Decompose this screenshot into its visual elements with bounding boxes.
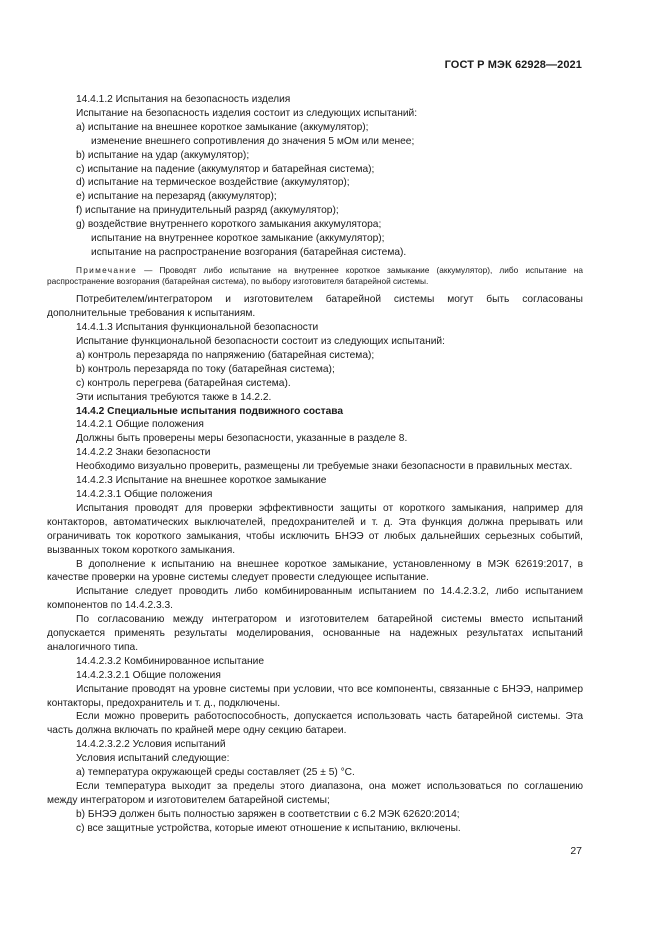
section-heading-14-4-2-3-1: 14.4.2.3.1 Общие положения <box>76 488 213 500</box>
paragraph: Если температура выходит за пределы этого диапазона, она может использоваться по соглашению между интегратором и изготовителем батарейной системы; <box>47 781 583 806</box>
paragraph: Если можно проверить работоспособность, допускается использовать часть батарейной системы. Эта часть должна включать по крайней мере одну секцию батареи. <box>47 711 583 737</box>
paragraph: Испытание проводят на уровне системы при условии, что все компоненты, связанные с БНЭЭ, например контакторы, предохранитель и т. д., подключены. <box>47 683 583 709</box>
list-item: e) испытание на перезаряд (аккумулятор); <box>76 191 277 203</box>
paragraph: Испытание следует проводить либо комбинированным испытанием по 14.4.2.3.2, либо испытанием компонентов по 14.4.2.3.3. <box>47 586 583 612</box>
list-item: b) контроль перезаряда по току (батарейная система); <box>76 363 335 375</box>
text-line: Испытание функциональной безопасности состоит из следующих испытаний: <box>76 336 445 347</box>
section-heading-14-4-2-3-2-1: 14.4.2.3.2.1 Общие положения <box>76 669 221 681</box>
paragraph: Испытания проводят для проверки эффективности защиты от короткого замыкания, например для контакторов, автоматических выключателей, предохранителей и т. д. Эта функция должна прерывать или ограничивать ток короткого замыкания, чтобы исключить БНЭЭ от любых дальнейших серьезных событий, вызванных током короткого замыкания. <box>47 502 583 556</box>
list-item: c) испытание на падение (аккумулятор и батарейная система); <box>76 163 375 175</box>
document-id-header: ГОСТ Р МЭК 62928—2021 <box>444 59 582 71</box>
list-item: a) испытание на внешнее короткое замыкание (аккумулятор); <box>76 121 369 133</box>
list-item: a) температура окружающей среды составляет (25 ± 5) °С. <box>76 767 355 779</box>
section-heading-14-4-2-2: 14.4.2.2 Знаки безопасности <box>76 447 211 459</box>
note-label: Примечание <box>76 264 138 275</box>
list-item-continuation: изменение внешнего сопротивления до значения 5 мОм или менее; <box>91 135 415 147</box>
page-number: 27 <box>570 845 582 857</box>
paragraph: Необходимо визуально проверить, размещены ли требуемые знаки безопасности в правильных местах. <box>76 461 573 473</box>
list-item: c) все защитные устройства, которые имеют отношение к испытанию, включены. <box>76 822 461 834</box>
paragraph: В дополнение к испытанию на внешнее короткое замыкание, установленному в МЭК 62619:2017, в качестве проверки на уровне системы следует провести следующее испытание. <box>47 558 583 584</box>
text-line: Должны быть проверены меры безопасности, указанные в разделе 8. <box>76 433 408 445</box>
list-item: c) контроль перегрева (батарейная система). <box>76 377 291 389</box>
note-text: — Проводят либо испытание на внутреннее короткое замыкание (аккумулятор), либо испытание на распространение возгорания (батарейная система), по выбору изготовителя батарейной системы. <box>47 264 583 287</box>
list-item-continuation: испытание на внутреннее короткое замыкание (аккумулятор); <box>91 233 385 245</box>
list-item: f) испытание на принудительный разряд (аккумулятор); <box>76 205 339 217</box>
list-item: b) БНЭЭ должен быть полностью заряжен в соответствии с 6.2 МЭК 62620:2014; <box>76 808 460 820</box>
list-item: a) контроль перезаряда по напряжению (батарейная система); <box>76 349 375 361</box>
note-paragraph <box>47 265 583 287</box>
section-heading-14-4-2-1: 14.4.2.1 Общие положения <box>76 419 204 431</box>
list-item: b) испытание на удар (аккумулятор); <box>76 149 250 161</box>
section-heading-14-4-2: 14.4.2 Специальные испытания подвижного состава <box>76 405 344 417</box>
text-line: Эти испытания требуются также в 14.2.2. <box>76 391 272 403</box>
text-line: Испытание на безопасность изделия состоит из следующих испытаний: <box>76 107 418 119</box>
list-item: g) воздействие внутреннего короткого замыкания аккумулятора; <box>76 219 382 231</box>
list-item-continuation: испытание на распространение возгорания (батарейная система). <box>91 246 407 258</box>
section-heading-14-4-2-3-2-2: 14.4.2.3.2.2 Условия испытаний <box>76 739 226 751</box>
paragraph: По согласованию между интегратором и изготовителем батарейной системы вместо испытаний допускается применять результаты моделирования, основанные на надежных результатах испытаний аналогичного типа. <box>47 614 583 653</box>
paragraph: Потребителем/интегратором и изготовителем батарейной системы могут быть согласованы дополнительные требования к испытаниям. <box>47 294 583 320</box>
text-line: Условия испытаний следующие: <box>76 753 230 765</box>
section-heading-14-4-1-3: 14.4.1.3 Испытания функциональной безопасности <box>76 322 319 334</box>
section-heading-14-4-2-3-2: 14.4.2.3.2 Комбинированное испытание <box>76 655 265 667</box>
list-item: d) испытание на термическое воздействие (аккумулятор); <box>76 177 350 189</box>
section-heading-14-4-2-3: 14.4.2.3 Испытание на внешнее короткое замыкание <box>76 475 327 487</box>
page-body <box>47 93 583 836</box>
section-heading-14-4-1-2: 14.4.1.2 Испытания на безопасность изделия <box>76 94 291 105</box>
